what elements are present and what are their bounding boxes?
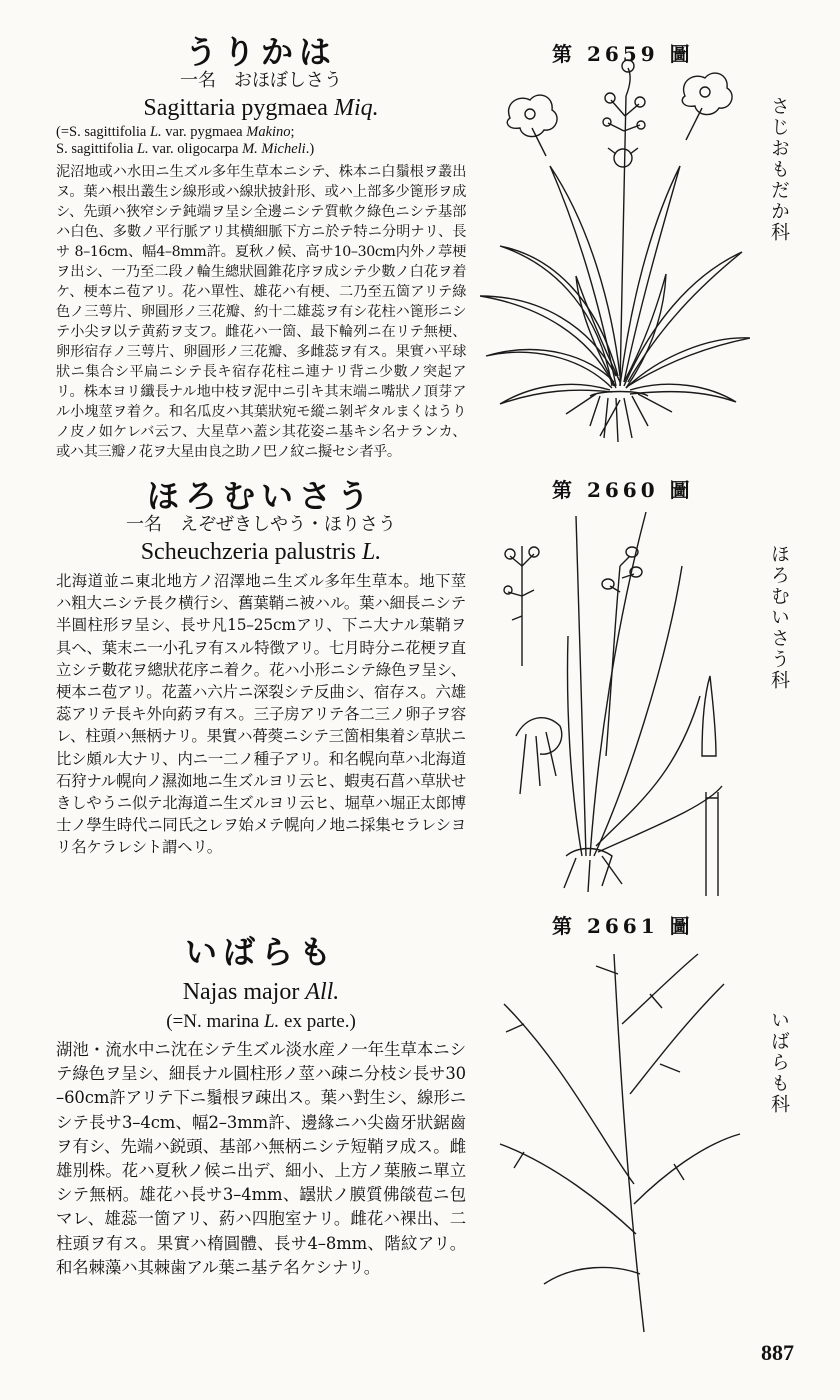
family-name: さじおもだか科: [768, 96, 790, 243]
alias-name: 一名 えぞぜきしやう・ほりさう: [126, 514, 396, 535]
japanese-name: うりかは: [184, 33, 337, 71]
japanese-name: ほろむいさう: [146, 477, 375, 515]
sagittaria-illustration: [480, 56, 750, 456]
entry-horomuisou: [56, 478, 466, 859]
figure-label: 第 2661 圖: [552, 914, 694, 938]
entry-ibaramo: [56, 934, 466, 1280]
description: 湖池・流水中ニ沈在シテ生ズル淡水産ノ一年生草本ニシテ綠色ヲ呈シ、細長ナル圓柱形ノ莖ハ疎ニ分枝シ長サ30–60cm許アリテ下ニ鬚根ヲ疎出ス。葉ハ對生シ、線形ニシテ長サ3–4cm、幅2–3mm許、邊緣ニハ尖齒牙狀鋸齒ヲ有シ、先端ハ鋭頭、基部ハ無柄ニシテ短鞘ヲ成ス。雌雄別株。花ハ夏秋ノ候ニ出デ、細小、上方ノ葉腋ニ單立シテ無柄。雄花ハ長サ3–4mm、罎狀ノ膜質佛燄苞ニ包マレ、雄蕊一箇アリ、葯ハ四胞室ナリ。雌花ハ裸出、二柱頭ヲ有ス。果實ハ楕圓體、長サ4–8mm、階紋アリ。和名棘藻ハ其棘歯アル葉ニ基テ名ケシナリ。: [56, 1040, 466, 1277]
latin-name: Scheuchzeria palustris L.: [140, 539, 382, 565]
alias-name: 一名 おほぼしさう: [180, 70, 342, 91]
japanese-name: いばらも: [184, 933, 337, 971]
description: 北海道並ニ東北地方ノ沼澤地ニ生ズル多年生草本。地下莖ハ粗大ニシテ長ク横行シ、舊葉鞘ニ被ハル。葉ハ細長ニシテ半圓柱形ヲ呈シ、長サ凡15–25cmアリ、下ニ大ナル葉鞘ヲ具ヘ、葉末ニ一小孔ヲ有スル特徴アリ。七月時分ニ花梗ヲ直立シテ數花ヲ總狀花序ニ着ク。花ハ小形ニシテ綠色ヲ呈シ、梗本ニ苞アリ。花蓋ハ六片ニ深裂シテ反曲シ、宿存ス。六雄蕊アリテ長キ外向葯ヲ有ス。三子房アリテ各二三ノ卵子ヲ容レ、柱頭ハ無柄ナリ。果實ハ蓇葖ニシテ三箇相集着シ草狀ニ比シ頗ル大ナリ、内ニ一二ノ種子アリ。和名幌向草ハ北海道石狩ナル幌向ノ濕洳地ニ生ズルヨリ云ヒ、蝦夷石菖ハ草狀せきしやうニ似テ北海道ニ生ズルヨリ云ヒ、堀草ハ堀正太郎博士ノ學生時代ニ同氏之レヲ始メテ幌向ノ地ニ採集セラレシヨリ名ケラレシト謂ヘリ。: [56, 572, 466, 857]
scheuchzeria-illustration: [486, 506, 756, 896]
najas-illustration: [484, 944, 754, 1334]
description: 泥沼地或ハ水田ニ生ズル多年生草本ニシテ、株本ニ白鬚根ヲ叢出ヌ。葉ハ根出叢生シ線形或ハ線狀披針形、或ハ上部多少篦形ヲ成シ、先頭ハ狹窄シテ鈍端ヲ呈シ全邊ニシテ質軟ク綠色ニシテ基部ハ白色、多數ノ平行脈アリ其横細脈下方ニ於テ特ニ分明ナリ、長サ 8–16cm、幅4–8mm許。夏秋ノ候、高サ10–30cm内外ノ葶梗ヲ出シ、一乃至二段ノ輪生總狀圓錐花序ヲ成シテ少數ノ白花ヲ着ケ、梗本ニ苞アリ。花ハ單性、雄花ハ有梗、二乃至五箇アリテ綠色ノ三萼片、卵圓形ノ三花瓣、約十二雄蕊ヲ有シ花柱ハ篦形ニシテ小尖ヲ以テ黄葯ヲ支フ。雌花ハ一箇、最下輪列ニ在リテ無梗、卵形宿存ノ三萼片、卵圓形ノ三花瓣、多雌蕊ヲ有ス。果實ハ平球狀ニ集合シ平扁ニシテ長キ宿存花柱ニ連ナリ背ニ少數ノ突起アリ。株本ヨリ纖長ナル地中枝ヲ泥中ニ引キ其末端ニ嘴狀ノ頂芽アル小塊莖ヲ着ク。和名瓜皮ハ其葉狀宛モ縱ニ剝ギタルまくはうりノ皮ノ如ケレバ云フ、大星草ハ蓋シ其花姿ニ基キシ名ナランカ、或ハ其三瓣ノ花ヲ大星由良之助ノ巴ノ紋ニ擬セシ者乎。: [56, 164, 466, 460]
entry-urikawa: [56, 34, 466, 462]
synonym: (=N. marina L. ex parte.): [166, 1011, 356, 1032]
page-number: 887: [761, 1340, 794, 1365]
figure-label: 第 2659 圖: [552, 42, 694, 66]
latin-name: Najas major All.: [182, 979, 340, 1005]
figure-label: 第 2660 圖: [552, 478, 694, 502]
family-name: ほろむいさう科: [768, 544, 790, 691]
family-name: いばらも科: [768, 1010, 790, 1115]
latin-name: Sagittaria pygmaea Miq.: [143, 95, 379, 121]
synonym: (=S. sagittifolia L. var. pygmaea Makino; S. sagittifolia L. var. oligocarpa M. Micheli.): [56, 124, 315, 157]
